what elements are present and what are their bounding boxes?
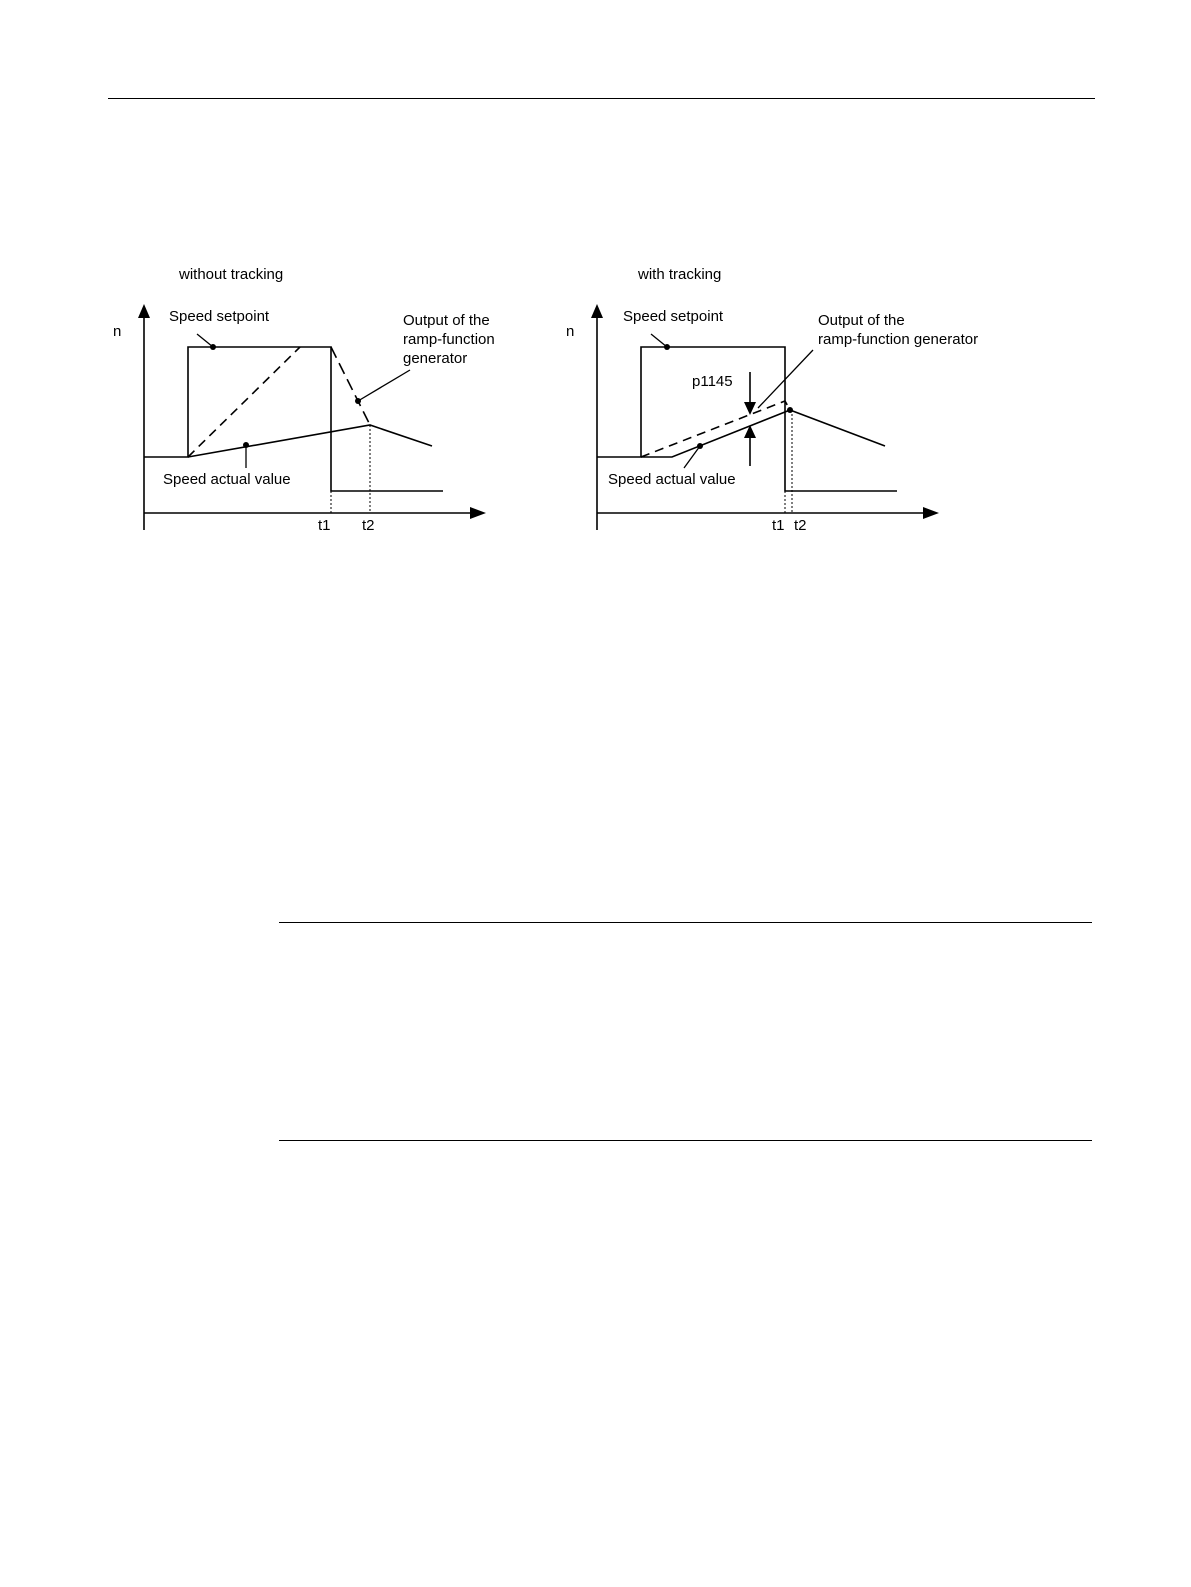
setpoint-leader <box>197 334 213 347</box>
speed-setpoint-curve <box>144 347 443 491</box>
t2-point-dot <box>787 407 793 413</box>
diagram-title: without tracking <box>179 266 284 283</box>
actual-leader-dot <box>243 442 249 448</box>
t2-label: t2 <box>794 517 807 534</box>
speed-actual-value-label: Speed actual value <box>163 471 291 488</box>
diagram-without-tracking <box>113 266 495 534</box>
diagram-title: with tracking <box>638 266 722 283</box>
rfg-output-label-line1: Output of the <box>403 312 490 329</box>
speed-actual-value-curve <box>641 410 885 457</box>
setpoint-leader-dot <box>664 344 670 350</box>
diagram-with-tracking <box>566 266 978 534</box>
x-axis-arrow-icon <box>923 507 939 519</box>
t2-label: t2 <box>362 517 375 534</box>
speed-setpoint-label: Speed setpoint <box>623 308 724 325</box>
header-rule <box>108 98 1095 99</box>
rfg-output-tracking <box>641 401 790 457</box>
note-rule-top <box>279 922 1092 923</box>
rfg-output-label-line1: Output of the <box>818 312 905 329</box>
rfg-output-ramp-down <box>331 347 370 425</box>
p1145-label: p1145 <box>692 373 733 390</box>
t1-label: t1 <box>318 517 331 534</box>
setpoint-leader-dot <box>210 344 216 350</box>
rfg-output-label-line2: ramp-function generator <box>818 331 979 348</box>
rfg-output-label-line2: ramp-function <box>403 331 495 348</box>
speed-actual-value-label: Speed actual value <box>608 471 736 488</box>
rfg-leader-dot <box>355 398 361 404</box>
speed-setpoint-label: Speed setpoint <box>169 308 270 325</box>
y-axis-label: n <box>113 323 122 340</box>
speed-actual-value-curve <box>188 425 432 457</box>
setpoint-leader <box>651 334 667 347</box>
y-axis-label: n <box>566 323 575 340</box>
y-axis-arrow-icon <box>591 304 603 318</box>
speed-setpoint-curve <box>597 347 897 491</box>
x-axis-arrow-icon <box>470 507 486 519</box>
t1-label: t1 <box>772 517 785 534</box>
y-axis-arrow-icon <box>138 304 150 318</box>
rfg-output-label-line3: generator <box>403 350 468 367</box>
rfg-leader <box>358 370 410 401</box>
actual-leader-dot <box>697 443 703 449</box>
ramp-function-tracking-figure <box>0 240 1191 550</box>
note-rule-bottom <box>279 1140 1092 1141</box>
